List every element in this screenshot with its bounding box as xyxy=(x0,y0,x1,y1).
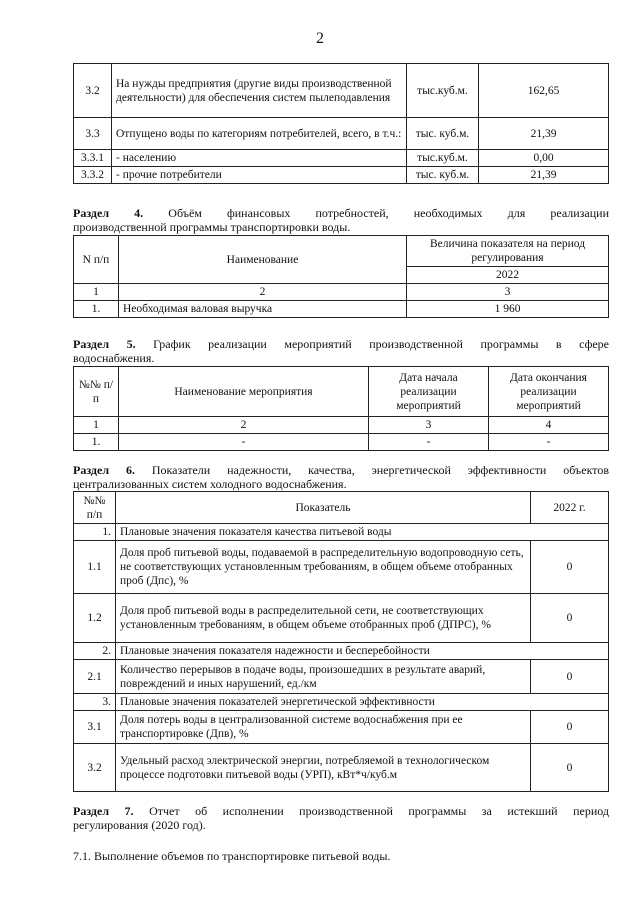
subsection-7-1: 7.1. Выполнение объемов по транспортировке питьевой воды. xyxy=(73,849,391,863)
row-unit: тыс. куб.м. xyxy=(407,167,479,184)
row-name: Удельный расход электрической энергии, потребляемой в технологическом процессе подготовки питьевой воды (УРП), кВт*ч/куб.м xyxy=(116,744,531,792)
section-7-title-line1: Отчет об исполнении производственной программы за истекший период xyxy=(149,804,609,818)
header-name: Показатель xyxy=(116,492,531,524)
row-value: 21,39 xyxy=(479,167,609,184)
header-year: 2022 г. xyxy=(531,492,609,524)
row-unit: тыс. куб.м. xyxy=(407,118,479,150)
index-cell: 4 xyxy=(489,417,609,434)
section-7-heading xyxy=(73,804,609,832)
index-cell: 3 xyxy=(407,284,609,301)
row-value: 0 xyxy=(531,660,609,694)
table-row xyxy=(74,150,609,167)
table-row xyxy=(74,711,609,744)
table-row xyxy=(74,434,609,451)
table-row xyxy=(74,118,609,150)
row-name: Отпущено воды по категориям потребителей, всего, в т.ч.: xyxy=(112,118,407,150)
row-name: - xyxy=(119,434,369,451)
row-value: 0 xyxy=(531,744,609,792)
row-number: 1. xyxy=(74,301,119,318)
table-index-row xyxy=(74,284,609,301)
table-row xyxy=(74,541,609,594)
index-cell: 1 xyxy=(74,284,119,301)
row-number: 1. xyxy=(74,524,116,541)
water-volumes-table xyxy=(73,63,609,184)
index-cell: 2 xyxy=(119,284,407,301)
header-start-date: Дата начала реализации мероприятий xyxy=(369,367,489,417)
row-number: 3.3 xyxy=(74,118,112,150)
table-row xyxy=(74,167,609,184)
row-number: 3.2 xyxy=(74,744,116,792)
index-cell: 2 xyxy=(119,417,369,434)
section-6-title-line2: централизованных систем холодного водоснабжения. xyxy=(73,477,347,491)
row-value: 162,65 xyxy=(479,64,609,118)
row-value: 0 xyxy=(531,711,609,744)
row-end-date: - xyxy=(489,434,609,451)
page-number: 2 xyxy=(316,30,324,47)
header-year: 2022 xyxy=(407,267,609,284)
table-group-row xyxy=(74,643,609,660)
financial-needs-table xyxy=(73,235,609,318)
table-group-row xyxy=(74,694,609,711)
section-4-heading xyxy=(73,206,609,234)
row-unit: тыс.куб.м. xyxy=(407,64,479,118)
section-5-title-line1: График реализации мероприятий производственной программы в сфере xyxy=(153,337,609,351)
row-number: 3.1 xyxy=(74,711,116,744)
row-number: 2.1 xyxy=(74,660,116,694)
section-6-heading xyxy=(73,463,609,491)
section-4-title-line2: производственной программы транспортировки воды. xyxy=(73,220,351,234)
table-header-row xyxy=(74,367,609,417)
header-name: Наименование мероприятия xyxy=(119,367,369,417)
section-4-title-line1: Объём финансовых потребностей, необходимых для реализации xyxy=(168,206,609,220)
row-value: 1 960 xyxy=(407,301,609,318)
row-number: 3.2 xyxy=(74,64,112,118)
header-num: №№ п/п xyxy=(74,492,116,524)
table-group-row xyxy=(74,524,609,541)
row-value: 0 xyxy=(531,594,609,643)
row-start-date: - xyxy=(369,434,489,451)
reliability-indicators-table xyxy=(73,491,609,792)
section-6-title-line1: Показатели надежности, качества, энергетической эффективности объектов xyxy=(151,463,609,477)
row-number: 2. xyxy=(74,643,116,660)
row-name: Доля проб питьевой воды в распределительной сети, не соответствующих установленным требованиям, в общем объеме отобранных проб (ДПРС), % xyxy=(116,594,531,643)
section-6-label: Раздел 6. xyxy=(73,463,135,477)
header-num: №№ п/п xyxy=(74,367,119,417)
table-header-row xyxy=(74,492,609,524)
row-name: Плановые значения показателя качества питьевой воды xyxy=(116,524,609,541)
row-name: Количество перерывов в подаче воды, произошедших в результате аварий, повреждений и иных нарушений, ед./км xyxy=(116,660,531,694)
row-number: 1.2 xyxy=(74,594,116,643)
section-5-title-line2: водоснабжения. xyxy=(73,351,155,365)
row-value: 21,39 xyxy=(479,118,609,150)
header-value: Величина показателя на период регулирования xyxy=(407,236,609,267)
index-cell: 1 xyxy=(74,417,119,434)
table-row xyxy=(74,744,609,792)
row-name: Плановые значения показателя надежности и бесперебойности xyxy=(116,643,609,660)
section-7-label: Раздел 7. xyxy=(73,804,134,818)
section-7-title-line2: регулирования (2020 год). xyxy=(73,818,206,832)
row-name: На нужды предприятия (другие виды производственной деятельности) для обеспечения систем пылеподавления xyxy=(112,64,407,118)
table-header-row xyxy=(74,236,609,267)
row-name: - населению xyxy=(112,150,407,167)
section-4-label: Раздел 4. xyxy=(73,206,144,220)
header-name: Наименование xyxy=(119,236,407,284)
row-number: 1. xyxy=(74,434,119,451)
row-number: 3.3.2 xyxy=(74,167,112,184)
header-num: N п/п xyxy=(74,236,119,284)
row-name: Плановые значения показателей энергетической эффективности xyxy=(116,694,609,711)
row-number: 3.3.1 xyxy=(74,150,112,167)
header-end-date: Дата окончания реализации мероприятий xyxy=(489,367,609,417)
row-name: Необходимая валовая выручка xyxy=(119,301,407,318)
row-name: Доля проб питьевой воды, подаваемой в распределительную водопроводную сеть, не соответствующих установленным требованиям, в общем объеме отобранных проб (Дпс), % xyxy=(116,541,531,594)
row-name: Доля потерь воды в централизованной системе водоснабжения при ее транспортировке (Дпв), % xyxy=(116,711,531,744)
activities-schedule-table xyxy=(73,366,609,451)
section-5-label: Раздел 5. xyxy=(73,337,136,351)
row-unit: тыс.куб.м. xyxy=(407,150,479,167)
index-cell: 3 xyxy=(369,417,489,434)
row-name: - прочие потребители xyxy=(112,167,407,184)
row-value: 0,00 xyxy=(479,150,609,167)
row-value: 0 xyxy=(531,541,609,594)
table-row xyxy=(74,594,609,643)
table-row xyxy=(74,64,609,118)
table-row xyxy=(74,660,609,694)
table-index-row xyxy=(74,417,609,434)
row-number: 1.1 xyxy=(74,541,116,594)
section-5-heading xyxy=(73,337,609,365)
table-row xyxy=(74,301,609,318)
row-number: 3. xyxy=(74,694,116,711)
